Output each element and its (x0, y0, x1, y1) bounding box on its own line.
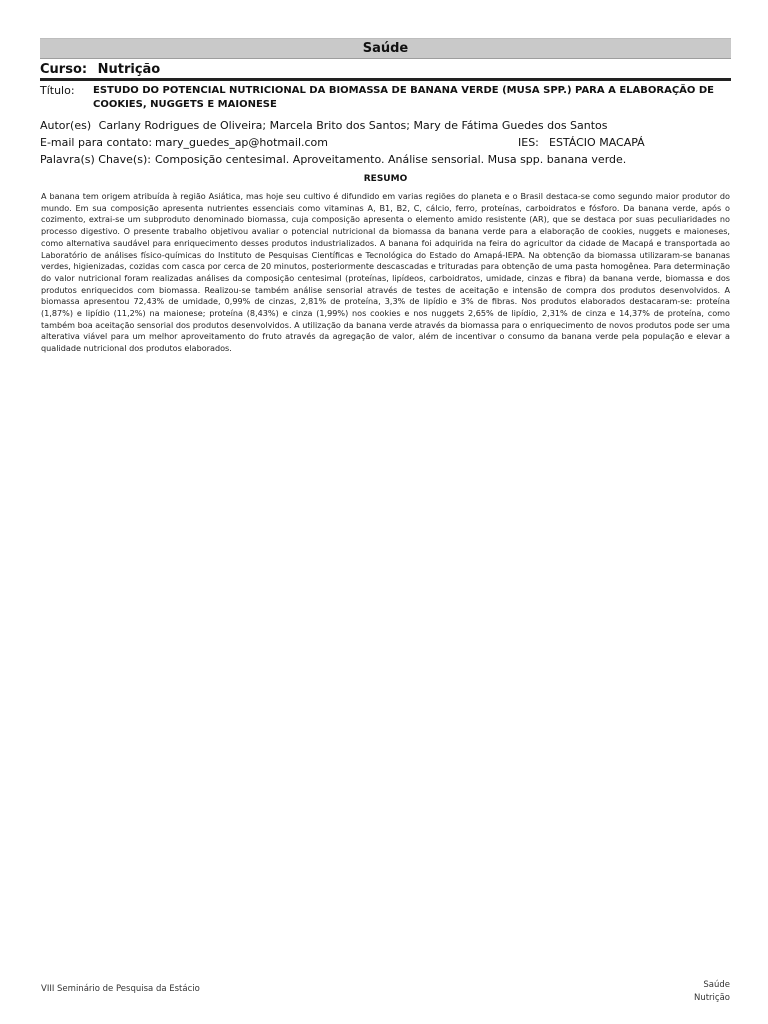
authors-value: Carlany Rodrigues de Oliveira; Marcela Brito dos Santos; Mary de Fátima Guedes dos Santos (98, 119, 608, 132)
title-label: Título: (40, 84, 75, 97)
course-label: Curso: (40, 62, 88, 77)
ies-value: ESTÁCIO MACAPÁ (549, 136, 645, 149)
authors-label: Autor(es) (40, 119, 92, 132)
footer-course: Nutrição (693, 993, 730, 1003)
area-header (40, 38, 731, 59)
email-label: E-mail para contato: (40, 136, 153, 149)
course-row (40, 62, 731, 78)
keywords-row (40, 153, 627, 167)
email-value: mary_guedes_ap@hotmail.com (155, 136, 328, 149)
abstract-body: A banana tem origem atribuída à região Asiática, mas hoje seu cultivo é difundido em varias regiões do planeta e o Brasil destaca-se como segundo maior produtor do mundo. Em sua composição apresenta nutrientes essenciais como vitaminas A, B1, B2, C, cálcio, ferro, proteínas, carboidratos e fósforo. Da banana verde, após o cozimento, extrai-se um subproduto denominado biomassa, cuja composição apresenta o elemento amido resistente (AR), que se destaca por suas peculiaridades no processo digestivo. O presente trabalho objetivou avaliar o potencial nutricional da biomassa da banana verde para a elaboração de cookies, nuggets e maioneses, como alternativa saudável para enriquecimento desses produtos industrializados. A banana foi adquirida na feira do agricultor da cidade de Macapá e transportada ao Laboratório de análises físico-químicas do Instituto de Pesquisas Científicas e Tecnológica do Estado do Amapá-IEPA. Na obtenção da biomassa utilizaram-se bananas verdes, higienizadas, cozidas com casca por cerca de 20 minutos, posteriormente descascadas e trituradas para obtenção de uma pasta homogênea. Para determinação do valor nutricional foram realizadas análises da composição centesimal (proteínas, lipídeos, carboidratos, umidade, cinzas e fibra) da banana verde, biomassa e dos produtos enriquecidos com biomassa. Realizou-se também análise sensorial através de testes de aceitação e intensão de compra dos produtos desenvolvidos. A biomassa apresentou 72,43% de umidade, 0,99% de cinzas, 2,81% de proteína, 3,3% de lipídio e 3% de fibras. Nos produtos elaborados destacaram-se: proteína (1,87%) e lipídio (11,2%) na maionese; proteína (8,43%) e cinza (1,99%) nos cookies e nos nuggets 2,65% de lipídio, 2,31% de cinza e 14,37% de proteína, como também boa aceitação sensorial dos produtos desenvolvidos. A utilização da banana verde através da biomassa para o enriquecimento de novos produtos pode ser uma alterativa viável para um melhor aproveitamento do fruto através da agregação de valor, além de incentivar o consumo da banana verde pela população e elevar a qualidade nutricional dos produtos elaborados. (41, 191, 730, 354)
course-value: Nutrição (97, 62, 161, 77)
abstract-heading: RESUMO (363, 174, 408, 184)
keywords-value: Composição centesimal. Aproveitamento. Análise sensorial. Musa spp. banana verde. (155, 153, 627, 166)
ies-label: IES: (518, 136, 539, 149)
paper-title: ESTUDO DO POTENCIAL NUTRICIONAL DA BIOMASSA DE BANANA VERDE (MUSA SPP.) PARA A ELABORAÇÃO DE COOKIES, NUGGETS E MAIONESE (93, 85, 715, 110)
area-title: Saúde (362, 41, 409, 56)
footer-section (694, 979, 730, 1005)
footer-area: Saúde (703, 980, 730, 990)
authors-row (40, 119, 608, 133)
contact-row (40, 136, 645, 150)
keywords-label: Palavra(s) Chave(s): (40, 153, 151, 166)
footer-seminar: VIII Seminário de Pesquisa da Estácio (41, 984, 200, 994)
course-divider (40, 78, 731, 81)
